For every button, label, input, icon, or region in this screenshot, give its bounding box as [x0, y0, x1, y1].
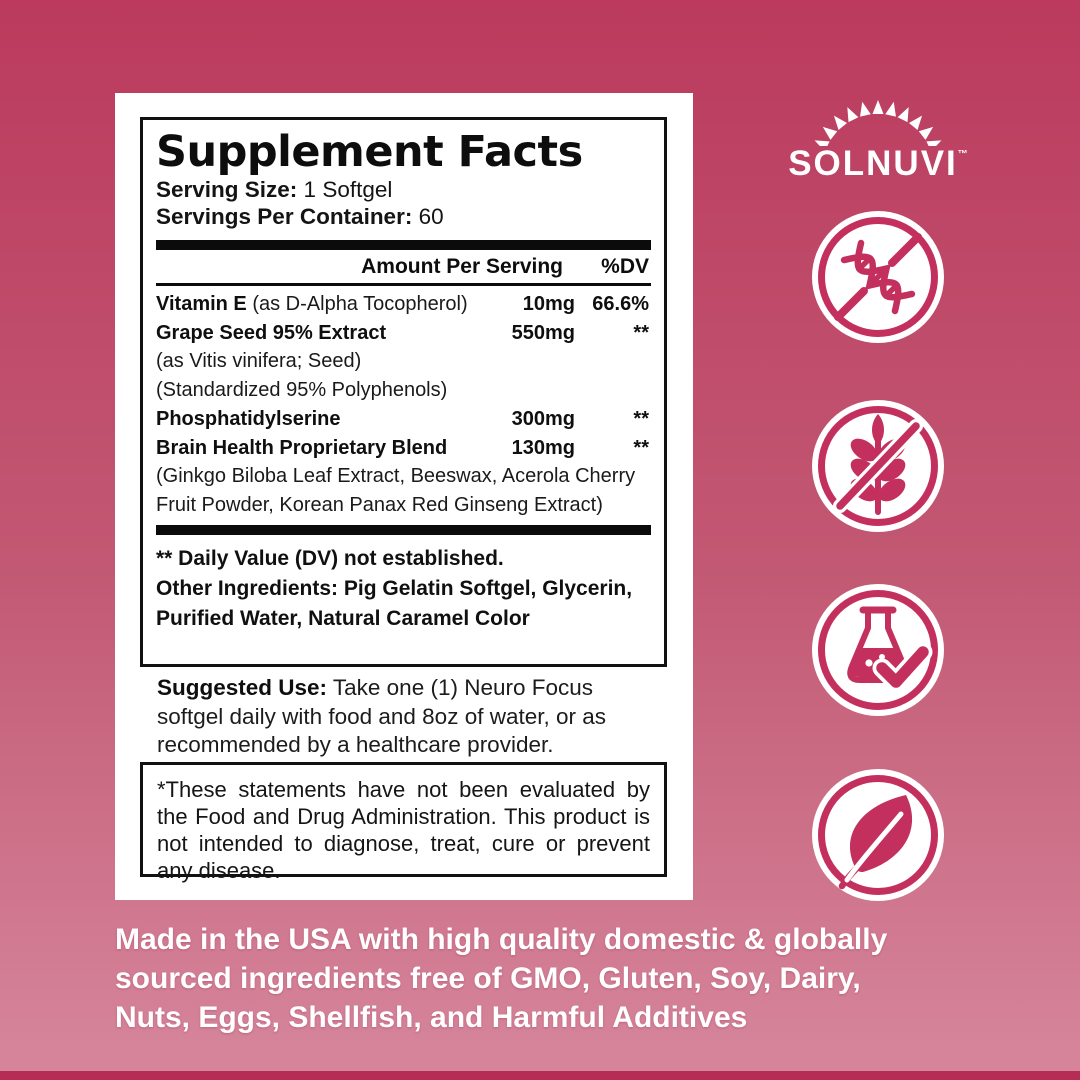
- table-row: Fruit Powder, Korean Panax Red Ginseng Extract): [156, 493, 603, 516]
- label-card: [115, 93, 693, 900]
- panel-title: Supplement Facts: [156, 127, 583, 177]
- bottom-accent-bar: [0, 1071, 1080, 1080]
- brand-name: SOLNUVI™: [788, 144, 968, 183]
- dv-header: %DV: [601, 255, 649, 278]
- footer-line: Made in the USA with high quality domestic & globally: [115, 923, 888, 956]
- non-gmo-badge: [810, 209, 946, 345]
- footer-text: [115, 920, 1065, 1037]
- lab-tested-icon: [810, 582, 946, 718]
- dv-footnote: ** Daily Value (DV) not established.: [156, 546, 504, 570]
- table-row: Phosphatidylserine 300mg **: [156, 405, 651, 434]
- row-amount: 300mg: [511, 407, 575, 430]
- fda-disclaimer: *These statements have not been evaluated by the Food and Drug Administration. This product is not intended to diagnose, treat, cure or prevent any disease.: [140, 762, 667, 877]
- servings-value: 60: [412, 204, 444, 229]
- gluten-free-icon: [810, 398, 946, 534]
- suggested-use-text: Take one (1) Neuro Focus softgel daily with food and 8oz of water, or as recommended by a healthcare provider.: [157, 675, 607, 757]
- row-dv: **: [633, 321, 649, 344]
- table-header: [156, 250, 651, 283]
- divider-bar: [156, 240, 651, 250]
- table-row: Vitamin E (as D-Alpha Tocopherol) 10mg 66.6%: [156, 290, 651, 319]
- row-amount: 130mg: [511, 436, 575, 459]
- row-amount: 550mg: [511, 321, 575, 344]
- row-amount: 10mg: [522, 293, 575, 315]
- table-row: Grape Seed 95% Extract 550mg **: [156, 319, 651, 348]
- footer-line: sourced ingredients free of GMO, Gluten, Soy, Dairy,: [115, 962, 861, 995]
- table-row: (as Vitis vinifera; Seed): [156, 350, 362, 373]
- natural-badge: [810, 767, 946, 903]
- gluten-free-badge: [810, 398, 946, 534]
- ingredient-table: [156, 286, 651, 520]
- row-dv: **: [633, 407, 649, 430]
- row-dv: **: [633, 436, 649, 459]
- non-gmo-icon: [810, 209, 946, 345]
- table-row: (Ginkgo Biloba Leaf Extract, Beeswax, Acerola Cherry: [156, 465, 636, 488]
- brand-logo: [788, 76, 968, 181]
- table-row: (Standardized 95% Polyphenols): [156, 379, 448, 402]
- natural-leaf-icon: [810, 767, 946, 903]
- servings-label: Servings Per Container:: [156, 204, 413, 229]
- servings-per-container: [156, 203, 651, 230]
- serving-size: [156, 176, 651, 203]
- suggested-use-label: Suggested Use:: [157, 675, 328, 700]
- amount-per-serving-header: Amount Per Serving: [361, 255, 563, 278]
- footer-line: Nuts, Eggs, Shellfish, and Harmful Additives: [115, 1001, 748, 1034]
- other-ingredients-line1: Other Ingredients: Pig Gelatin Softgel, Glycerin,: [156, 576, 633, 600]
- trademark-mark: ™: [957, 149, 968, 160]
- table-row: Brain Health Proprietary Blend 130mg **: [156, 434, 651, 463]
- other-ingredients-line2: Purified Water, Natural Caramel Color: [156, 606, 530, 630]
- divider-bar: [156, 525, 651, 535]
- panel-footnotes: [156, 535, 651, 634]
- suggested-use: [157, 674, 665, 760]
- serving-size-value: 1 Softgel: [297, 177, 393, 202]
- supplement-facts-panel: [140, 117, 667, 667]
- lab-tested-badge: [810, 582, 946, 718]
- sun-rays-icon: [788, 76, 968, 146]
- serving-size-label: Serving Size:: [156, 177, 298, 202]
- row-dv: 66.6%: [592, 293, 649, 315]
